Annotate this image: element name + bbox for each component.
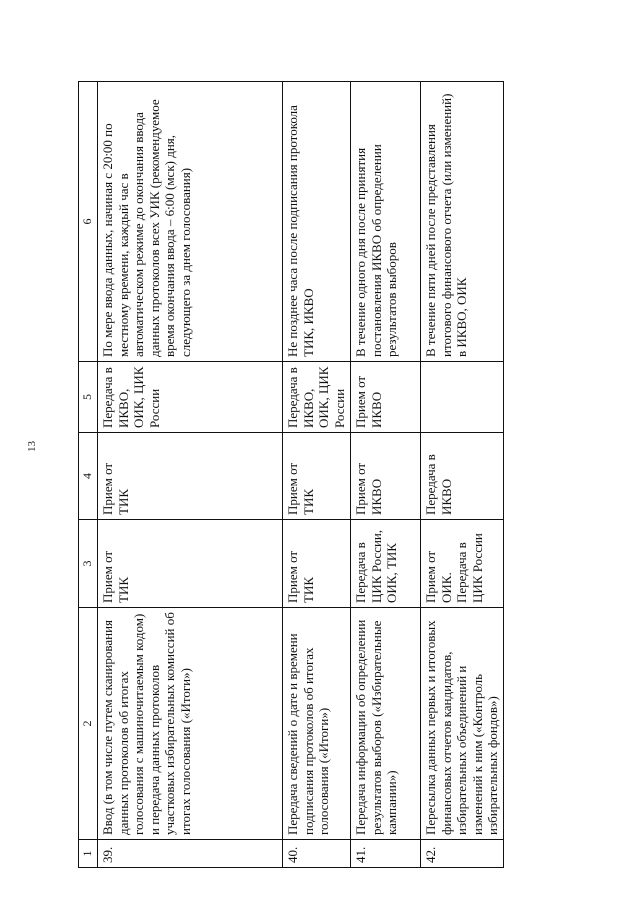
cell-col4: Прием от ИКВО (351, 433, 421, 520)
cell-col6: В течение одного дня после принятия постановления ИКВО об определении результатов выборов (351, 82, 421, 362)
cell-col4: Прием от ТИК (98, 433, 283, 520)
cell-col3: Прием от ОИК. Передача в ЦИК России (421, 520, 504, 608)
cell-col5: Передача в ИКВО, ОИК, ЦИК России (283, 362, 351, 433)
row-number: 42. (421, 840, 504, 868)
cell-col3: Прием от ТИК (98, 520, 283, 608)
cell-col5 (421, 362, 504, 433)
table-row (283, 82, 351, 868)
cell-col4: Передача в ИКВО (421, 433, 504, 520)
row-number: 41. (351, 840, 421, 868)
cell-col6: По мере ввода данных, начиная с 20:00 по местному времени, каждый час в автоматическом режиме до окончания ввода данных протоколов всех УИК (рекомендуемое время окончания ввода – 6:00 (мск) дня, следующего за днем голосования) (98, 82, 283, 362)
cell-col6: Не позднее часа после подписания протокола ТИК, ИКВО (283, 82, 351, 362)
cell-col6: В течение пяти дней после представления итогового финансового отчета (или изменений) в ИКВО, ОИК (421, 82, 504, 362)
cell-col3: Прием от ТИК (283, 520, 351, 608)
table-row (351, 82, 421, 868)
row-description: Передача сведений о дате и времени подписания протоколов об итогах голосования («Итоги») (283, 608, 351, 840)
column-header: 3 (79, 520, 98, 608)
row-description: Ввод (в том числе путем сканирования данных протоколов об итогах голосования с машиночитаемым кодом) и передача данных протоколов участковых избирательных комиссий об итогах голосования («Итоги») (98, 608, 283, 840)
row-description: Передача информации об определении результатов выборов («Избирательные кампании») (351, 608, 421, 840)
data-table (78, 81, 504, 868)
column-header: 5 (79, 362, 98, 433)
row-number: 39. (98, 840, 283, 868)
cell-col4: Прием от ТИК (283, 433, 351, 520)
cell-col3: Передача в ЦИК России, ОИК, ТИК (351, 520, 421, 608)
column-header: 4 (79, 433, 98, 520)
cell-col5: Прием от ИКВО (351, 362, 421, 433)
column-header: 1 (79, 840, 98, 868)
table-header-row (79, 82, 98, 868)
table-row (98, 82, 283, 868)
column-header: 6 (79, 82, 98, 362)
column-header: 2 (79, 608, 98, 840)
rotated-table-container (78, 82, 500, 868)
cell-col5: Передача в ИКВО, ОИК, ЦИК России (98, 362, 283, 433)
table-row (421, 82, 504, 868)
row-number: 40. (283, 840, 351, 868)
row-description: Пересылка данных первых и итоговых финансовых отчетов кандидатов, избирательных объединений и изменений к ним («Контроль избирательных фондов») (421, 608, 504, 840)
page-number: 13 (26, 441, 38, 452)
